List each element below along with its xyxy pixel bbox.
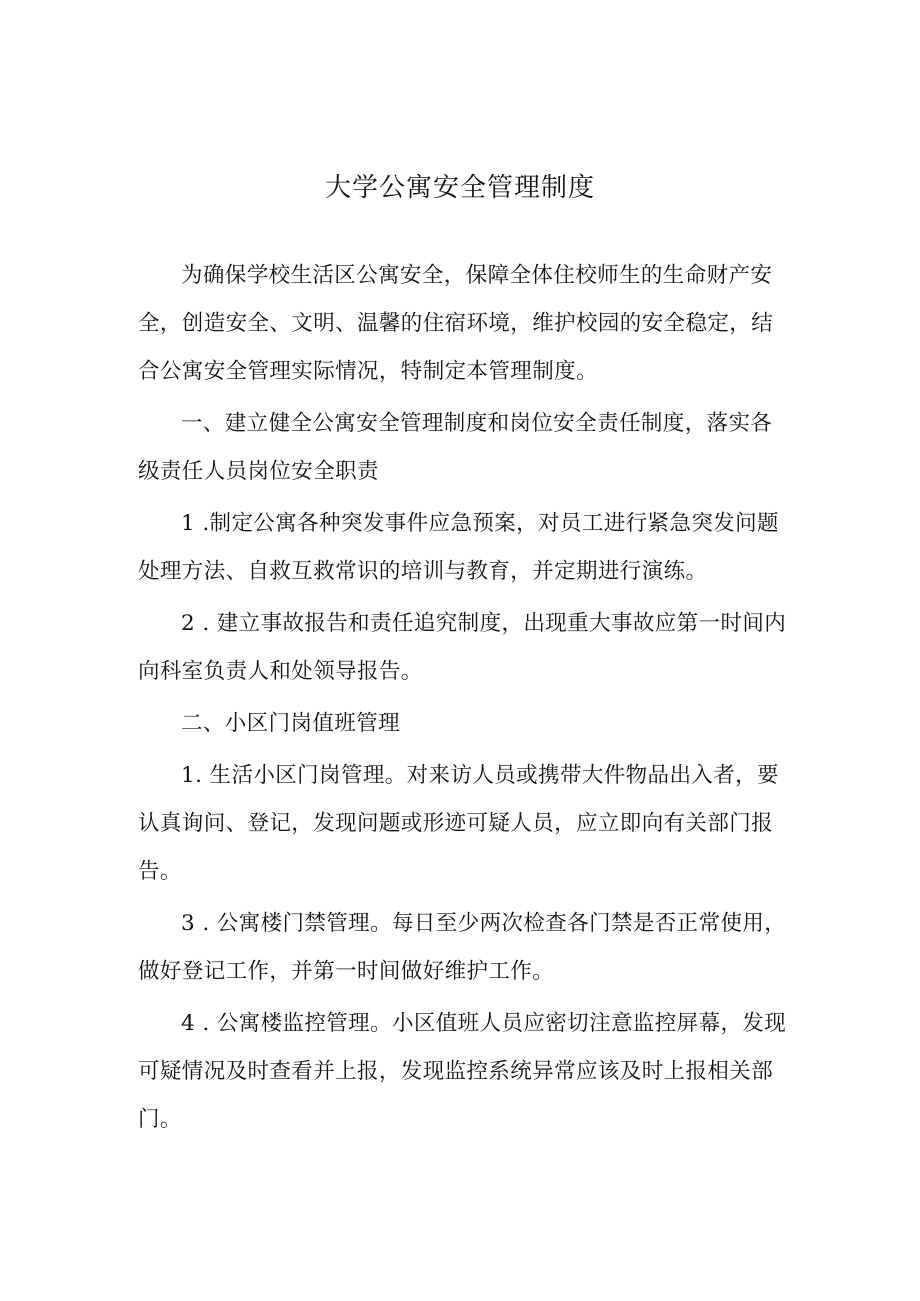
paragraph-access-control: 3 . 公寓楼门禁管理。每日至少两次检查各门禁是否正常使用，做好登记工作，并第一时间做好维护工作。 [138,911,787,984]
paragraph-gate-management: 1. 生活小区门岗管理。对来访人员或携带大件物品出入者，要认真询问、登记，发现问题或形迹可疑人员，应立即向有关部门报告。 [138,763,779,884]
paragraph-section-2-heading: 二、小区门岗值班管理 [181,711,401,736]
paragraph-monitoring: 4 . 公寓楼监控管理。小区值班人员应密切注意监控屏幕，发现可疑情况及时查看并上报，发现监控系统异常应该及时上报相关部门。 [138,1011,787,1132]
document-title: 大学公寓安全管理制度 [324,173,595,203]
paragraph-item-1: 1 .制定公寓各种突发事件应急预案，对员工进行紧急突发问题处理方法、自救互救常识的培训与教育，并定期进行演练。 [138,511,779,584]
document-body [138,252,788,1148]
paragraph-intro: 为确保学校生活区公寓安全，保障全体住校师生的生命财产安全，创造安全、文明、温馨的住宿环境，维护校园的安全稳定，结合公寓安全管理实际情况，特制定本管理制度。 [138,263,774,384]
paragraph-section-1-heading: 一、建立健全公寓安全管理制度和岗位安全责任制度，落实各级责任人员岗位安全职责 [138,411,773,484]
paragraph-item-2: 2 . 建立事故报告和责任追究制度，出现重大事故应第一时间内向科室负责人和处领导报告。 [138,611,787,684]
